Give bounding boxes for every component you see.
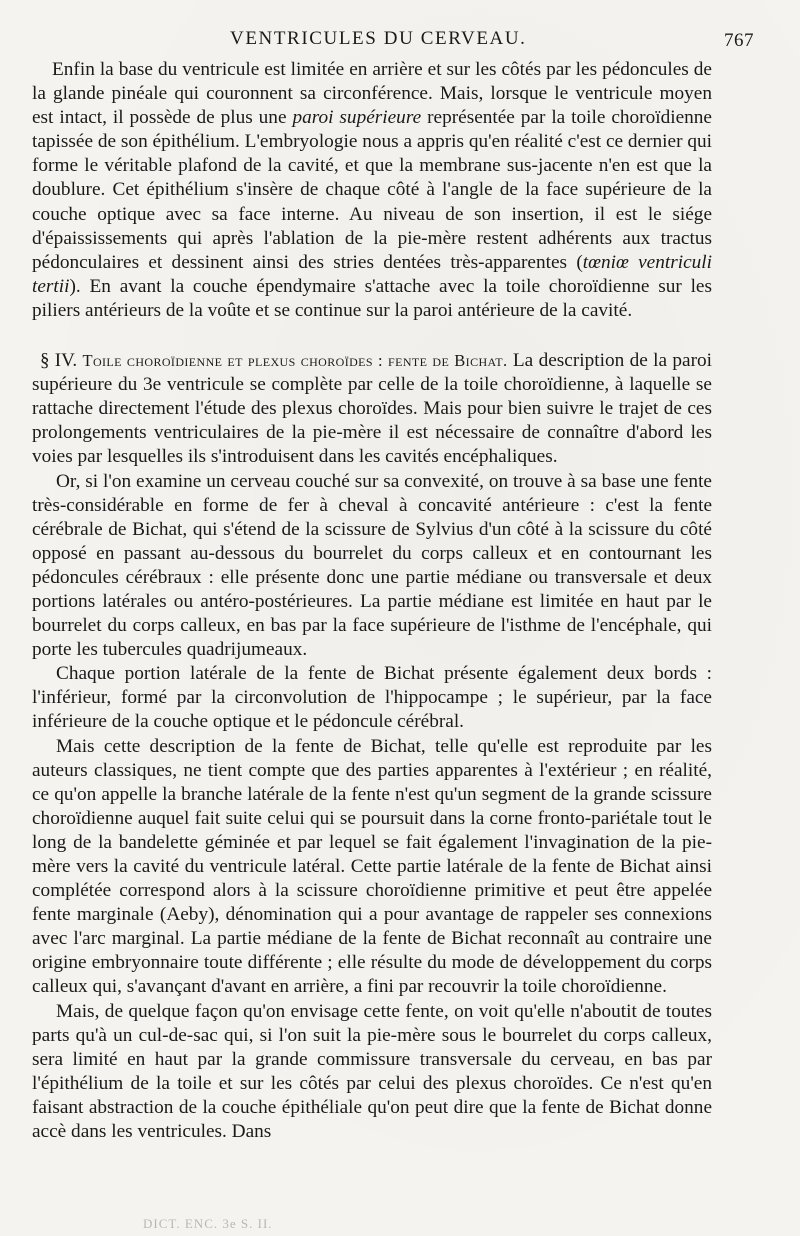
paragraph-ventricle-base	[32, 58, 712, 323]
text-run: représentée par la toile choroïdienne tapissée de son épithélium. L'embryologie nous a appris qu'en réalité c'est ce dernier qui forme le véritable plafond de la cavité, et que la membrane sus-jacente n'en est que la doublure. Cet épithélium s'insère de chaque côté à l'angle de la face supérieure de la couche optique avec sa face interne. Au niveau de son insertion, il est le siége d'épaississements qui après l'ablation de la pie-mère restent adhérents aux tractus pédonculaires et dessinent ainsi des stries dentées très-apparentes (	[32, 107, 712, 273]
italic-term: tœniœ ventriculi tertii	[32, 251, 712, 297]
text-run: ). En avant la couche épendymaire s'attache avec la toile choroïdienne sur les piliers antérieurs de la voûte et se continue sur la paroi antérieure de la cavité.	[32, 275, 712, 321]
section-heading-paragraph	[32, 349, 712, 469]
footer-signature: DICT. ENC. 3e S. II.	[143, 1216, 273, 1231]
section-number: § IV.	[40, 350, 78, 372]
section-title: Toile choroïdienne et plexus choroïdes : fente de Bichat.	[82, 351, 508, 371]
running-title: VENTRICULES DU CERVEAU.	[230, 28, 527, 49]
body-text	[32, 58, 712, 1144]
text-run: Enfin la base du ventricule est limitée en arrière et sur les côtés par les pédoncules de la glande pinéale qui couronnent sa circonférence. Mais, lorsque le ventricule moyen est intact, il possède de plus une	[32, 59, 712, 129]
text-run: La description de la paroi supérieure du 3e ventricule se complète par celle de la toile choroïdienne, à laquelle se rattache directement l'étude des plexus choroïdes. Mais pour bien suivre le trajet de ces prolongements ventriculaires de la pie-mère il est nécessaire de connaître d'abord les voies par lesquelles ils s'introduisent dans les cavités encéphaliques.	[32, 350, 712, 468]
paragraph-description-classique: Mais cette description de la fente de Bichat, telle qu'elle est reproduite par les auteurs classiques, ne tient compte que des parties apparentes à l'extérieur ; en réalité, ce qu'on appelle la branche latérale de la fente n'est qu'un segment de la grande scissure choroïdienne auquel fait suite celui qui se poursuit dans la corne fronto-pariétale tout le long de la bandelette géminée et par lequel se fait également l'invagination de la pie-mère vers la cavité du ventricule latéral. Cette partie latérale de la fente de Bichat ainsi complétée correspond alors à la scissure choroïdienne primitive et peut être appelée fente marginale (Aeby), dénomination qui a pour avantage de rappeler ses connexions avec l'arc marginal. La partie médiane de la fente de Bichat reconnaît au contraire une origine embryonnaire toute différente ; elle résulte du mode de développement du corps calleux qui, s'avançant d'avant en arrière, a fini par recouvrir la toile choroïdienne.	[32, 735, 712, 998]
page-header	[32, 26, 754, 56]
page-number: 767	[724, 30, 754, 51]
italic-term: paroi supérieure	[292, 107, 422, 129]
paragraph-fente-bichat: Or, si l'on examine un cerveau couché sur sa convexité, on trouve à sa base une fente très-considérable en forme de fer à cheval à concavité antérieure : c'est la fente cérébrale de Bichat, qui s'étend de la scissure de Sylvius d'un côté à la scissure du côté opposé en passant au-dessous du bourrelet du corps calleux et en contournant les pédoncules cérébraux : elle présente donc une partie médiane ou transversale et deux portions latérales ou antéro-postérieures. La partie médiane est limitée en haut par le bourrelet du corps calleux, en bas par la face supérieure de l'isthme de l'encéphale, qui porte les tubercules quadrijumeaux.	[32, 470, 712, 661]
paragraph-portion-laterale: Chaque portion latérale de la fente de Bichat présente également deux bords : l'inférieur, formé par la circonvolution de l'hippocampe ; le supérieur, par la face inférieure de la couche optique et le pédoncule cérébral.	[32, 663, 712, 733]
paragraph-cul-de-sac: Mais, de quelque façon qu'on envisage cette fente, on voit qu'elle n'aboutit de toutes parts qu'à un cul-de-sac qui, si l'on suit la pie-mère sous le bourrelet du corps calleux, sera limité en haut par la grande commissure transversale du cerveau, en bas par l'épithélium de la toile et sur les côtés par celui des plexus choroïdes. Ce n'est qu'en faisant abstraction de la couche épithéliale qu'on peut dire que la fente de Bichat donne accè dans les ventricules. Dans	[32, 1000, 712, 1143]
